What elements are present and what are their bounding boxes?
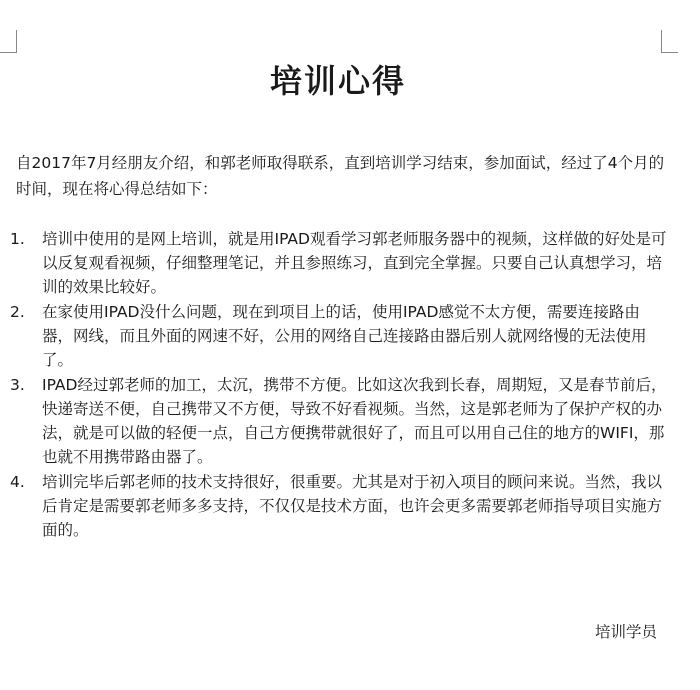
list-item-text: 培训中使用的是网上培训，就是用IPAD观看学习郭老师服务器中的视频，这样做的好处是可以反复观看视频，仔细整理笔记，并且参照练习，直到完全掌握。只要自己认真想学习，培训的效果比较好。: [42, 230, 667, 296]
list-item-number: 4.: [10, 473, 25, 491]
list-item: [0, 470, 680, 542]
crop-mark-top-right: [661, 30, 678, 53]
list-item: [0, 300, 680, 372]
crop-mark-top-left: [0, 30, 17, 53]
signature: 培训学员: [595, 623, 658, 641]
list-item-text: 培训完毕后郭老师的技术支持很好，很重要。尤其是对于初入项目的顾问来说。当然，我以后肯定是需要郭老师多多支持，不仅仅是技术方面，也许会更多需要郭老师指导项目实施方面的。: [42, 473, 663, 539]
list-item-text: 在家使用IPAD没什么问题，现在到项目上的话，使用IPAD感觉不太方便，需要连接路由器，网线，而且外面的网速不好，公用的网络自己连接路由器后别人就网络慢的无法使用了。: [42, 303, 647, 369]
list-item-number: 2.: [10, 303, 25, 321]
list-item-number: 3.: [10, 376, 25, 394]
list-item-number: 1.: [10, 230, 25, 248]
list-item: [0, 227, 680, 299]
list-item: [0, 373, 680, 469]
intro-paragraph: 自2017年7月经朋友介绍，和郭老师取得联系，直到培训学习结束，参加面试，经过了4个月的时间，现在将心得总结如下：: [16, 154, 665, 198]
numbered-list: [0, 227, 680, 543]
document-title: 培训心得: [269, 62, 406, 100]
list-item-text: IPAD经过郭老师的加工，太沉，携带不方便。比如这次我到长春，周期短，又是春节前后，快递寄送不便，自己携带又不方便，导致不好看视频。当然，这是郭老师为了保护产权的办法，就是可以做的轻便一点，自己方便携带就很好了，而且可以用自己住的地方的WIFI，那也就不用携带路由器了。: [42, 376, 667, 466]
